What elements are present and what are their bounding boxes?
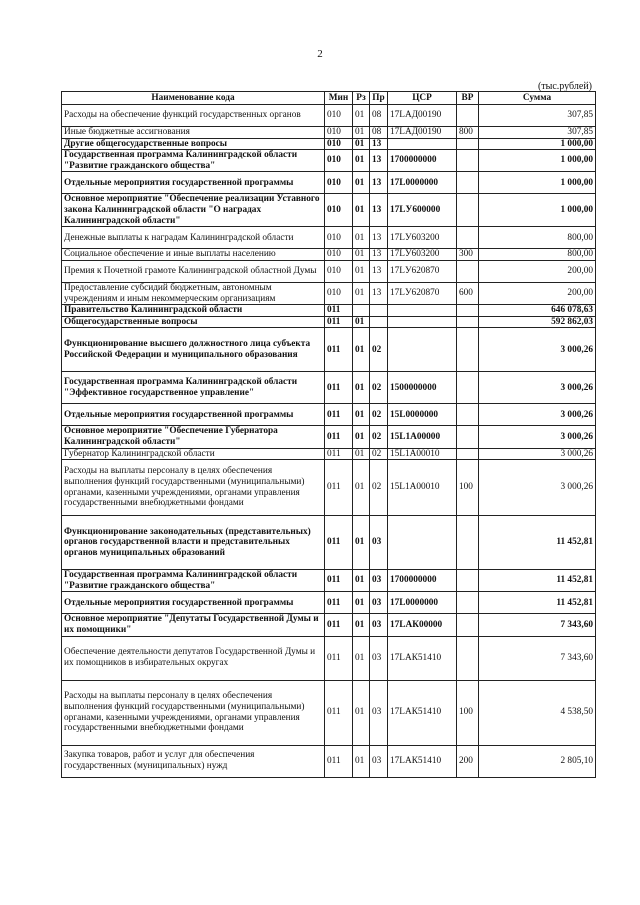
- cell-rz: 01: [353, 404, 370, 426]
- cell-vr: 100: [457, 680, 479, 745]
- cell-name: Основное мероприятие "Обеспечение Губернатора Калининградской области": [62, 426, 325, 448]
- table-row: [62, 260, 596, 282]
- cell-pr: 03: [370, 592, 388, 614]
- cell-min: 011: [325, 426, 353, 448]
- budget-table: [61, 91, 596, 778]
- table-row: [62, 249, 596, 261]
- cell-pr: 02: [370, 448, 388, 460]
- table-row: [62, 150, 596, 172]
- cell-name: Губернатор Калининградской области: [62, 448, 325, 460]
- cell-sum: 7 343,60: [479, 636, 596, 680]
- cell-sum: 307,85: [479, 127, 596, 139]
- cell-csr: 17LУ620870: [388, 260, 457, 282]
- cell-sum: 3 000,26: [479, 372, 596, 404]
- cell-sum: 3 000,26: [479, 460, 596, 516]
- cell-rz: 01: [353, 448, 370, 460]
- cell-name: Функционирование законодательных (представительных) органов государственной власти и представительных органов муниципальных образований: [62, 516, 325, 570]
- cell-rz: 01: [353, 614, 370, 636]
- cell-vr: 200: [457, 745, 479, 777]
- table-header-row: [62, 92, 596, 105]
- cell-csr: 17L0000000: [388, 172, 457, 194]
- cell-rz: 01: [353, 282, 370, 304]
- table-row: [62, 127, 596, 139]
- cell-name: Правительство Калининградской области: [62, 305, 325, 317]
- table-row: [62, 194, 596, 227]
- cell-csr: 1700000000: [388, 150, 457, 172]
- cell-pr: 03: [370, 680, 388, 745]
- cell-csr: 17LАД00190: [388, 105, 457, 127]
- cell-name: Государственная программа Калининградской области "Развитие гражданского общества": [62, 570, 325, 592]
- cell-min: 010: [325, 127, 353, 139]
- cell-pr: 13: [370, 138, 388, 150]
- cell-csr: 17LУ603200: [388, 227, 457, 249]
- cell-rz: 01: [353, 592, 370, 614]
- cell-csr: 1500000000: [388, 372, 457, 404]
- table-row: [62, 636, 596, 680]
- cell-sum: 646 078,63: [479, 305, 596, 317]
- cell-pr: 03: [370, 636, 388, 680]
- cell-rz: 01: [353, 460, 370, 516]
- cell-min: 011: [325, 460, 353, 516]
- cell-pr: 02: [370, 372, 388, 404]
- cell-rz: 01: [353, 426, 370, 448]
- cell-sum: 800,00: [479, 249, 596, 261]
- cell-vr: [457, 592, 479, 614]
- table-row: [62, 516, 596, 570]
- cell-sum: 800,00: [479, 227, 596, 249]
- cell-csr: [388, 328, 457, 372]
- cell-csr: 17LАК00000: [388, 614, 457, 636]
- table-row: [62, 282, 596, 304]
- column-header-sum: Сумма: [479, 92, 596, 105]
- cell-vr: [457, 305, 479, 317]
- cell-csr: 17LУ620870: [388, 282, 457, 304]
- cell-pr: 02: [370, 460, 388, 516]
- cell-sum: 1 000,00: [479, 172, 596, 194]
- cell-min: 011: [325, 592, 353, 614]
- cell-rz: [353, 305, 370, 317]
- cell-rz: 01: [353, 745, 370, 777]
- cell-vr: [457, 372, 479, 404]
- cell-sum: 200,00: [479, 260, 596, 282]
- page-number: 2: [317, 48, 323, 60]
- cell-name: Государственная программа Калининградской области "Эффективное государственное управление": [62, 372, 325, 404]
- cell-name: Другие общегосударственные вопросы: [62, 138, 325, 150]
- cell-pr: 02: [370, 404, 388, 426]
- table-row: [62, 105, 596, 127]
- cell-min: 010: [325, 194, 353, 227]
- cell-min: 010: [325, 138, 353, 150]
- table-row: [62, 305, 596, 317]
- cell-vr: [457, 105, 479, 127]
- cell-name: Денежные выплаты к наградам Калининградской области: [62, 227, 325, 249]
- cell-rz: 01: [353, 372, 370, 404]
- cell-vr: [457, 448, 479, 460]
- cell-rz: 01: [353, 570, 370, 592]
- cell-name: Закупка товаров, работ и услуг для обеспечения государственных (муниципальных) нужд: [62, 745, 325, 777]
- cell-pr: 02: [370, 328, 388, 372]
- cell-pr: 08: [370, 127, 388, 139]
- cell-sum: 7 343,60: [479, 614, 596, 636]
- table-row: [62, 372, 596, 404]
- cell-min: 011: [325, 372, 353, 404]
- cell-pr: 13: [370, 194, 388, 227]
- column-header-csr: ЦСР: [388, 92, 457, 105]
- cell-vr: [457, 194, 479, 227]
- column-header-vr: ВР: [457, 92, 479, 105]
- cell-min: 010: [325, 249, 353, 261]
- cell-sum: 1 000,00: [479, 150, 596, 172]
- cell-min: 010: [325, 227, 353, 249]
- cell-pr: 13: [370, 249, 388, 261]
- cell-pr: 13: [370, 282, 388, 304]
- cell-name: Расходы на обеспечение функций государственных органов: [62, 105, 325, 127]
- cell-pr: 08: [370, 105, 388, 127]
- cell-pr: [370, 305, 388, 317]
- cell-rz: 01: [353, 260, 370, 282]
- cell-min: 011: [325, 570, 353, 592]
- column-header-rz: Рз: [353, 92, 370, 105]
- cell-csr: 15L1А00010: [388, 460, 457, 516]
- cell-min: 010: [325, 282, 353, 304]
- cell-name: Государственная программа Калининградской области "Развитие гражданского общества": [62, 150, 325, 172]
- cell-sum: 11 452,81: [479, 570, 596, 592]
- table-row: [62, 227, 596, 249]
- cell-sum: 307,85: [479, 105, 596, 127]
- cell-vr: [457, 316, 479, 328]
- cell-rz: 01: [353, 172, 370, 194]
- cell-min: 011: [325, 680, 353, 745]
- table-row: [62, 614, 596, 636]
- cell-sum: 2 805,10: [479, 745, 596, 777]
- cell-vr: [457, 570, 479, 592]
- table-row: [62, 172, 596, 194]
- units-label: (тыс.рублей): [537, 81, 592, 92]
- cell-sum: 3 000,26: [479, 328, 596, 372]
- cell-pr: 03: [370, 516, 388, 570]
- cell-rz: 01: [353, 328, 370, 372]
- table-row: [62, 426, 596, 448]
- cell-name: Обеспечение деятельности депутатов Государственной Думы и их помощников в избирательных округах: [62, 636, 325, 680]
- cell-vr: [457, 260, 479, 282]
- cell-name: Предоставление субсидий бюджетным, автономным учреждениям и иным некоммерческим организациям: [62, 282, 325, 304]
- cell-vr: [457, 516, 479, 570]
- cell-sum: 4 538,50: [479, 680, 596, 745]
- cell-rz: 01: [353, 249, 370, 261]
- cell-rz: 01: [353, 636, 370, 680]
- cell-name: Расходы на выплаты персоналу в целях обеспечения выполнения функций государственными (муниципальными) органами, казенными учреждениями, органами управления государственными внебюджетными фондами: [62, 460, 325, 516]
- cell-sum: 3 000,26: [479, 448, 596, 460]
- cell-pr: 03: [370, 745, 388, 777]
- cell-sum: 200,00: [479, 282, 596, 304]
- cell-min: 010: [325, 150, 353, 172]
- cell-vr: [457, 404, 479, 426]
- cell-sum: 11 452,81: [479, 516, 596, 570]
- cell-name: Основное мероприятие "Обеспечение реализации Уставного закона Калининградской области "О наградах Калининградской области": [62, 194, 325, 227]
- cell-vr: [457, 138, 479, 150]
- cell-name: Основное мероприятие "Депутаты Государственной Думы и их помощники": [62, 614, 325, 636]
- cell-name: Расходы на выплаты персоналу в целях обеспечения выполнения функций государственными (муниципальными) органами, казенными учреждениями, органами управления государственными внебюджетными фондами: [62, 680, 325, 745]
- cell-min: 011: [325, 516, 353, 570]
- table-row: [62, 570, 596, 592]
- cell-vr: 300: [457, 249, 479, 261]
- cell-min: 011: [325, 636, 353, 680]
- table-body: [62, 105, 596, 778]
- cell-pr: 13: [370, 150, 388, 172]
- cell-rz: 01: [353, 680, 370, 745]
- cell-name: Отдельные мероприятия государственной программы: [62, 592, 325, 614]
- cell-name: Отдельные мероприятия государственной программы: [62, 404, 325, 426]
- cell-name: Социальное обеспечение и иные выплаты населению: [62, 249, 325, 261]
- table-row: [62, 316, 596, 328]
- cell-name: Премия к Почетной грамоте Калининградской областной Думы: [62, 260, 325, 282]
- cell-min: 011: [325, 404, 353, 426]
- cell-csr: 17LАК51410: [388, 680, 457, 745]
- table-row: [62, 404, 596, 426]
- cell-rz: 01: [353, 127, 370, 139]
- cell-pr: 13: [370, 172, 388, 194]
- cell-vr: [457, 150, 479, 172]
- cell-rz: 01: [353, 194, 370, 227]
- cell-sum: 3 000,26: [479, 404, 596, 426]
- cell-sum: 1 000,00: [479, 138, 596, 150]
- cell-vr: 800: [457, 127, 479, 139]
- cell-min: 011: [325, 745, 353, 777]
- cell-min: 011: [325, 328, 353, 372]
- cell-name: Общегосударственные вопросы: [62, 316, 325, 328]
- cell-csr: 17LУ603200: [388, 249, 457, 261]
- cell-vr: [457, 426, 479, 448]
- cell-csr: 15L1А00000: [388, 426, 457, 448]
- cell-csr: 1700000000: [388, 570, 457, 592]
- cell-min: 010: [325, 260, 353, 282]
- cell-rz: 01: [353, 316, 370, 328]
- cell-csr: [388, 305, 457, 317]
- cell-pr: 03: [370, 570, 388, 592]
- cell-csr: [388, 138, 457, 150]
- cell-vr: 100: [457, 460, 479, 516]
- column-header-min: Мин: [325, 92, 353, 105]
- table-row: [62, 680, 596, 745]
- cell-sum: 592 862,03: [479, 316, 596, 328]
- cell-csr: [388, 516, 457, 570]
- column-header-name: Наименование кода: [62, 92, 325, 105]
- cell-name: Иные бюджетные ассигнования: [62, 127, 325, 139]
- cell-min: 010: [325, 105, 353, 127]
- cell-rz: 01: [353, 227, 370, 249]
- cell-pr: 13: [370, 260, 388, 282]
- cell-csr: [388, 316, 457, 328]
- cell-csr: 17LАК51410: [388, 745, 457, 777]
- table-row: [62, 592, 596, 614]
- table-row: [62, 138, 596, 150]
- cell-vr: [457, 172, 479, 194]
- cell-pr: [370, 316, 388, 328]
- cell-min: 011: [325, 305, 353, 317]
- table-row: [62, 460, 596, 516]
- cell-min: 011: [325, 448, 353, 460]
- cell-csr: 17LУ600000: [388, 194, 457, 227]
- cell-pr: 13: [370, 227, 388, 249]
- cell-rz: 01: [353, 105, 370, 127]
- cell-csr: 17LАД00190: [388, 127, 457, 139]
- cell-pr: 03: [370, 614, 388, 636]
- cell-vr: 600: [457, 282, 479, 304]
- cell-vr: [457, 614, 479, 636]
- cell-sum: 1 000,00: [479, 194, 596, 227]
- cell-rz: 01: [353, 150, 370, 172]
- cell-pr: 02: [370, 426, 388, 448]
- cell-min: 010: [325, 172, 353, 194]
- cell-rz: 01: [353, 138, 370, 150]
- cell-csr: 15L1А00010: [388, 448, 457, 460]
- cell-min: 011: [325, 614, 353, 636]
- cell-vr: [457, 328, 479, 372]
- table-row: [62, 745, 596, 777]
- cell-csr: 17LАК51410: [388, 636, 457, 680]
- cell-csr: 17L0000000: [388, 592, 457, 614]
- cell-vr: [457, 227, 479, 249]
- cell-name: Функционирование высшего должностного лица субъекта Российской Федерации и муниципального образования: [62, 328, 325, 372]
- column-header-pr: Пр: [370, 92, 388, 105]
- cell-vr: [457, 636, 479, 680]
- cell-name: Отдельные мероприятия государственной программы: [62, 172, 325, 194]
- cell-csr: 15L0000000: [388, 404, 457, 426]
- cell-rz: 01: [353, 516, 370, 570]
- cell-sum: 11 452,81: [479, 592, 596, 614]
- table-row: [62, 448, 596, 460]
- cell-min: 011: [325, 316, 353, 328]
- table-row: [62, 328, 596, 372]
- cell-sum: 3 000,26: [479, 426, 596, 448]
